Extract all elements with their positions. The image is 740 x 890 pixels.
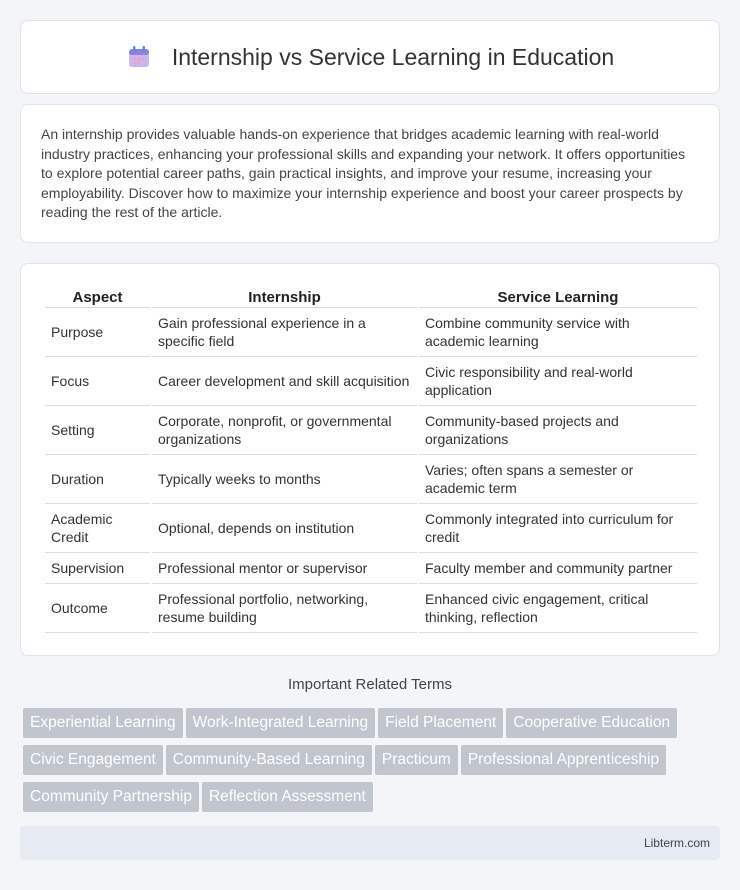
related-term-tag[interactable]: Field Placement [378,708,503,738]
column-header-internship: Internship [152,284,417,308]
comparison-table [43,284,699,633]
table-cell-aspect: Supervision [45,553,150,584]
header-card [20,20,720,94]
table-cell-internship: Optional, depends on institution [152,504,417,553]
table-cell-service-learning: Commonly integrated into curriculum for credit [419,504,697,553]
table-row [45,584,697,633]
related-term-tag[interactable]: Civic Engagement [23,745,163,775]
table-cell-service-learning: Community-based projects and organizations [419,406,697,455]
table-cell-service-learning: Varies; often spans a semester or academic term [419,455,697,504]
intro-text: An internship provides valuable hands-on experience that bridges academic learning with real-world industry practices, enhancing your professional skills and expanding your network. It offers opportunities to explore potential career paths, gain practical insights, and improve your resume, increasing your employability. Discover how to maximize your internship experience and boost your career prospects by reading the rest of the article. [41,126,686,221]
table-cell-internship: Professional mentor or supervisor [152,553,417,584]
table-row [45,406,697,455]
table-cell-aspect: Purpose [45,308,150,357]
related-terms-list [23,708,723,819]
page-title: Internship vs Service Learning in Education [171,43,615,70]
table-cell-aspect: Duration [45,455,150,504]
related-term-tag[interactable]: Cooperative Education [506,708,677,738]
related-term-tag[interactable]: Practicum [375,745,458,775]
related-term-tag[interactable]: Community Partnership [23,782,199,812]
related-term-tag[interactable]: Reflection Assessment [202,782,373,812]
related-term-tag[interactable]: Work-Integrated Learning [186,708,375,738]
table-cell-service-learning: Combine community service with academic learning [419,308,697,357]
table-row [45,504,697,553]
table-cell-internship: Career development and skill acquisition [152,357,417,406]
table-row [45,308,697,357]
related-term-tag[interactable]: Community-Based Learning [166,745,372,775]
table-cell-service-learning: Enhanced civic engagement, critical thinking, reflection [419,584,697,633]
table-cell-aspect: Outcome [45,584,150,633]
comparison-table-card [20,263,720,656]
table-cell-service-learning: Civic responsibility and real-world application [419,357,697,406]
column-header-aspect: Aspect [45,284,150,308]
table-row [45,357,697,406]
column-header-service-learning: Service Learning [419,284,697,308]
table-cell-aspect: Academic Credit [45,504,150,553]
table-cell-internship: Typically weeks to months [152,455,417,504]
table-cell-aspect: Focus [45,357,150,406]
table-cell-internship: Gain professional experience in a specific field [152,308,417,357]
table-cell-aspect: Setting [45,406,150,455]
table-header-row [45,284,697,308]
table-cell-internship: Professional portfolio, networking, resume building [152,584,417,633]
related-terms-title: Important Related Terms [288,676,452,693]
footer-site-link[interactable]: Libterm.com [643,836,710,850]
related-term-tag[interactable]: Professional Apprenticeship [461,745,666,775]
table-cell-service-learning: Faculty member and community partner [419,553,697,584]
table-row [45,455,697,504]
footer [20,826,720,860]
table-row [45,553,697,584]
intro-card [20,104,720,243]
table-cell-internship: Corporate, nonprofit, or governmental organizations [152,406,417,455]
related-term-tag[interactable]: Experiential Learning [23,708,183,738]
calendar-icon [126,44,152,70]
